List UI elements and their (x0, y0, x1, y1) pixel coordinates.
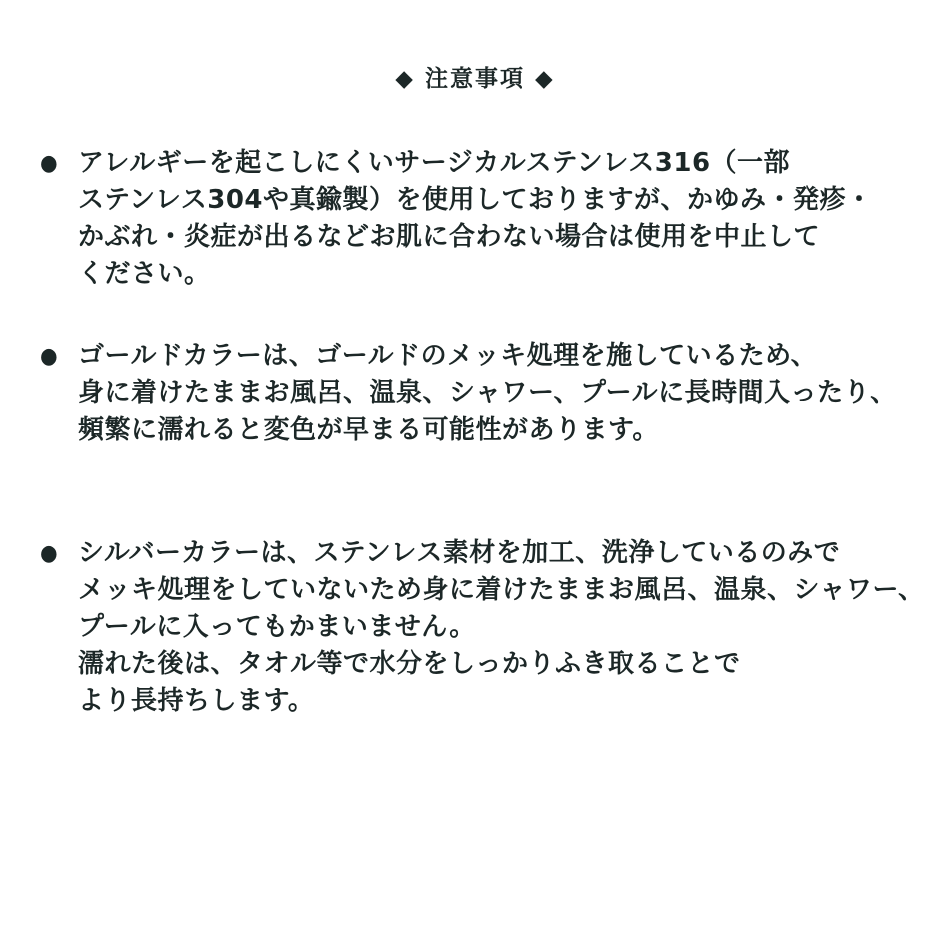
note-line: メッキ処理をしていないため身に着けたままお風呂、温泉、シャワー、 (78, 575, 925, 605)
spacer (40, 293, 930, 338)
note-line: プールに入ってもかまいません。 (78, 612, 476, 642)
note-line: ください。 (78, 259, 211, 289)
note-text (78, 338, 930, 449)
note-line: ステンレス304や真鍮製）を使用しておりますが、かゆみ・発疹・ (78, 185, 873, 215)
bullet-icon: ● (40, 151, 58, 176)
note-line: より長持ちします。 (78, 686, 315, 716)
note-item-silver-color (40, 535, 930, 720)
note-item-gold-color (40, 338, 930, 449)
note-line: シルバーカラーは、ステンレス素材を加工、洗浄しているのみで (78, 538, 841, 568)
notes-list (0, 145, 950, 720)
page-title: ◆ 注意事項 ◆ (395, 66, 555, 92)
bullet-icon: ● (40, 541, 58, 566)
note-line: 身に着けたままお風呂、温泉、シャワー、プールに長時間入ったり、 (78, 378, 897, 408)
note-text (78, 535, 930, 720)
note-line: かぶれ・炎症が出るなどお肌に合わない場合は使用を中止して (78, 222, 821, 252)
note-line: 頻繁に濡れると変色が早まる可能性があります。 (78, 415, 659, 445)
note-line: 濡れた後は、タオル等で水分をしっかりふき取ることで (78, 649, 741, 679)
spacer (40, 449, 930, 535)
note-line: アレルギーを起こしにくいサージカルステンレス316（一部 (78, 148, 791, 178)
bullet-icon: ● (40, 344, 58, 369)
note-text (78, 145, 930, 293)
note-item-allergy (40, 145, 930, 293)
note-line: ゴールドカラーは、ゴールドのメッキ処理を施しているため、 (78, 341, 818, 371)
